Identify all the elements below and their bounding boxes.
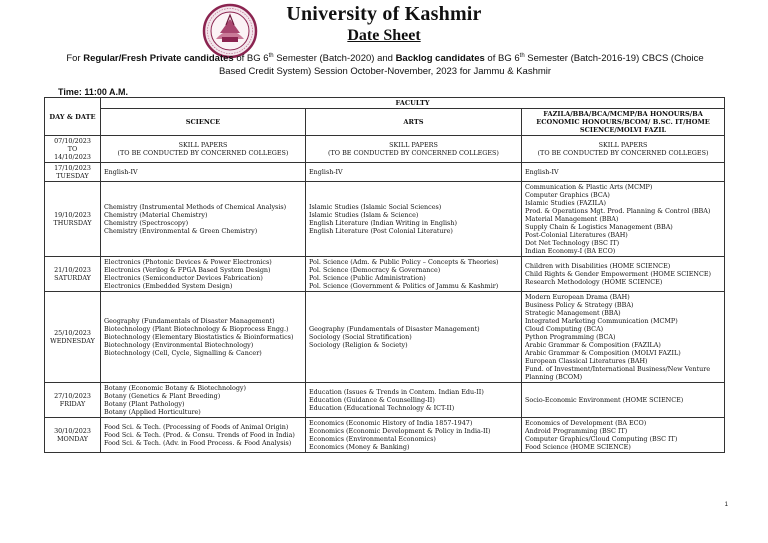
arts-cell <box>306 182 522 257</box>
cell-line: Prod. & Operations Mgt. Prod. Planning & Control (BBA) <box>525 207 711 215</box>
science-cell <box>101 257 306 292</box>
table-row <box>45 163 725 182</box>
cell-line: Biotechnology (Plant Biotechnology & Bioprocess Engg.) <box>104 325 289 333</box>
exam-description: For Regular/Fresh Private candidates of BG 6th Semester (Batch-2020) and Backlog candidates of BG 6th Semester (Batch-2016-19) CBCS (Choice Based Credit System) Session October-November, 2023 for Jammu & Kashmir <box>66 53 704 78</box>
day-date-header: DAY & DATE <box>45 98 101 136</box>
date-cell <box>45 257 101 292</box>
cell-line: Economics (Environmental Economics) <box>309 435 436 443</box>
cell-line: (TO BE CONDUCTED BY CONCERNED COLLEGES) <box>537 149 709 157</box>
arts-header: ARTS <box>306 109 522 136</box>
cell-line: European Classical Literatures (BAH) <box>525 357 648 365</box>
cell-line: Dot Net Technology (BSC IT) <box>525 239 620 247</box>
cell-line: Botany (Genetics & Plant Breeding) <box>104 392 221 400</box>
arts-cell <box>306 418 522 453</box>
cell-line: Biotechnology (Elementary Biostatistics & Bioinformatics) <box>104 333 294 341</box>
cell-line: Economics (Economic Development & Policy in India-II) <box>309 427 491 435</box>
cell-line: Education (Issues & Trends in Contem. Indian Edu-II) <box>309 388 484 396</box>
cell-line: Economics of Development (BA ECO) <box>525 419 647 427</box>
exam-time: Time: 11:00 A.M. <box>58 87 129 97</box>
cell-line: Integrated Marketing Communication (MCMP) <box>525 317 678 325</box>
science-cell <box>101 418 306 453</box>
cell-line: 25/10/2023 <box>54 329 91 337</box>
cell-line: Islamic Studies (FAZILA) <box>525 199 606 207</box>
cell-line: SKILL PAPERS <box>178 141 228 149</box>
date-cell <box>45 182 101 257</box>
science-cell <box>101 292 306 383</box>
date-sheet-title: Date Sheet <box>347 27 421 44</box>
cell-line: WEDNESDAY <box>50 337 95 345</box>
cell-line: Arabic Grammar & Composition (FAZILA) <box>525 341 661 349</box>
cell-line: MONDAY <box>56 435 89 443</box>
table-row <box>45 182 725 257</box>
arts-cell <box>306 163 522 182</box>
cell-line: Education (Educational Technology & ICT-II) <box>309 404 455 412</box>
cell-line: Chemistry (Instrumental Methods of Chemical Analysis) <box>104 203 287 211</box>
other-cell <box>522 383 725 418</box>
cell-line: Electronics (Embedded System Design) <box>104 282 233 290</box>
cell-line: Python Programming (BCA) <box>525 333 616 341</box>
cell-line: English Literature (Post Colonial Literature) <box>309 227 453 235</box>
science-header: SCIENCE <box>101 109 306 136</box>
science-cell <box>101 163 306 182</box>
science-cell <box>101 383 306 418</box>
other-cell <box>522 257 725 292</box>
cell-line: 17/10/2023 <box>54 164 91 172</box>
cell-line: Botany (Plant Pathology) <box>104 400 185 408</box>
cell-line: Computer Graphics/Cloud Computing (BSC IT) <box>525 435 678 443</box>
cell-line: Biotechnology (Cell, Cycle, Signalling & Cancer) <box>104 349 262 357</box>
cell-line: Biotechnology (Environmental Biotechnology) <box>104 341 254 349</box>
cell-line: Arabic Grammar & Composition (MOLVI FAZIL) <box>525 349 681 357</box>
cell-line: (TO BE CONDUCTED BY CONCERNED COLLEGES) <box>328 149 499 157</box>
cell-line: English-IV <box>104 168 138 176</box>
page-number: 1 <box>724 502 728 508</box>
table-row <box>45 418 725 453</box>
cell-line: Android Programming (BSC IT) <box>525 427 628 435</box>
cell-line: Food Science (HOME SCIENCE) <box>525 443 631 451</box>
cell-line: Post-Colonial Literatures (BAH) <box>525 231 628 239</box>
date-sheet-table <box>44 97 725 453</box>
other-courses-header: FAZILA/BBA/BCA/MCMP/BA HONOURS/BA ECONOMIC HONOURS/BCOM/ B.SC. IT/HOME SCIENCE/MOLVI FAZIL <box>522 109 725 136</box>
cell-line: Children with Disabilities (HOME SCIENCE) <box>525 262 671 270</box>
cell-line: Electronics (Verilog & FPGA Based System Design) <box>104 266 271 274</box>
arts-cell <box>306 136 522 163</box>
date-cell <box>45 292 101 383</box>
date-cell <box>45 136 101 163</box>
cell-line: TO <box>67 145 78 153</box>
cell-line: Electronics (Photonic Devices & Power Electronics) <box>104 258 272 266</box>
other-cell <box>522 292 725 383</box>
other-cell <box>522 182 725 257</box>
university-title: University of Kashmir <box>286 3 482 25</box>
cell-line: Food Sci. & Tech. (Prod. & Consu. Trends of Food in India) <box>104 431 295 439</box>
date-cell <box>45 163 101 182</box>
cell-line: Chemistry (Material Chemistry) <box>104 211 208 219</box>
cell-line: Business Policy & Strategy (BBA) <box>525 301 634 309</box>
cell-line: Islamic Studies (Islam & Science) <box>309 211 419 219</box>
cell-line: Pol. Science (Adm. & Public Policy – Concepts & Theories) <box>309 258 499 266</box>
cell-line: English-IV <box>309 168 343 176</box>
cell-line: 14/10/2023 <box>54 153 91 161</box>
cell-line: 07/10/2023 <box>54 137 91 145</box>
cell-line: Food Sci. & Tech. (Processing of Foods of Animal Origin) <box>104 423 289 431</box>
cell-line: Socio-Economic Environment (HOME SCIENCE) <box>525 396 684 404</box>
faculty-header: FACULTY <box>101 98 725 109</box>
cell-line: Economics (Economic History of India 1857-1947) <box>309 419 473 427</box>
cell-line: Sociology (Social Stratification) <box>309 333 412 341</box>
cell-line: Pol. Science (Democracy & Governance) <box>309 266 441 274</box>
arts-cell <box>306 383 522 418</box>
cell-line: Material Management (BBA) <box>525 215 619 223</box>
cell-line: Communication & Plastic Arts (MCMP) <box>525 183 653 191</box>
cell-line: Islamic Studies (Islamic Social Sciences) <box>309 203 442 211</box>
cell-line: English-IV <box>525 168 559 176</box>
other-cell <box>522 163 725 182</box>
cell-line: Strategic Management (BBA) <box>525 309 621 317</box>
other-cell <box>522 136 725 163</box>
cell-line: Cloud Computing (BCA) <box>525 325 604 333</box>
date-cell <box>45 418 101 453</box>
table-row <box>45 383 725 418</box>
date-cell <box>45 383 101 418</box>
cell-line: Botany (Economic Botany & Biotechnology) <box>104 384 247 392</box>
table-row <box>45 257 725 292</box>
cell-line: Education (Guidance & Counselling-II) <box>309 396 435 404</box>
cell-line: SATURDAY <box>54 274 91 282</box>
cell-line: Pol. Science (Government & Politics of Jammu & Kashmir) <box>309 282 499 290</box>
cell-line: Modern European Drama (BAH) <box>525 293 630 301</box>
cell-line: 30/10/2023 <box>54 427 91 435</box>
cell-line: Economics (Money & Banking) <box>309 443 410 451</box>
cell-line: Electronics (Semiconductor Devices Fabrication) <box>104 274 263 282</box>
cell-line: 21/10/2023 <box>54 266 91 274</box>
cell-line: 19/10/2023 <box>54 211 91 219</box>
cell-line: Geography (Fundamentals of Disaster Management) <box>309 325 480 333</box>
cell-line: THURSDAY <box>53 219 92 227</box>
cell-line: Computer Graphics (BCA) <box>525 191 610 199</box>
arts-cell <box>306 257 522 292</box>
table-row <box>45 292 725 383</box>
cell-line: Food Sci. & Tech. (Adv. in Food Process. & Food Analysis) <box>104 439 292 447</box>
cell-line: English Literature (Indian Writing in English) <box>309 219 457 227</box>
cell-line: Pol. Science (Public Administration) <box>309 274 426 282</box>
cell-line: Child Rights & Gender Empowerment (HOME SCIENCE) <box>525 270 712 278</box>
cell-line: Indian Economy-I (BA ECO) <box>525 247 616 255</box>
cell-line: Chemistry (Spectroscopy) <box>104 219 189 227</box>
cell-line: Research Methodology (HOME SCIENCE) <box>525 278 663 286</box>
cell-line: Sociology (Religion & Society) <box>309 341 408 349</box>
cell-line: 27/10/2023 <box>54 392 91 400</box>
cell-line: Botany (Applied Horticulture) <box>104 408 201 416</box>
other-cell <box>522 418 725 453</box>
cell-line: FRIDAY <box>59 400 86 408</box>
cell-line: SKILL PAPERS <box>598 141 648 149</box>
cell-line: Fund. of Investment/International Business/New Venture <box>525 365 711 373</box>
cell-line: (TO BE CONDUCTED BY CONCERNED COLLEGES) <box>117 149 289 157</box>
cell-line: Chemistry (Environmental & Green Chemistry) <box>104 227 258 235</box>
science-cell <box>101 182 306 257</box>
cell-line: Geography (Fundamentals of Disaster Management) <box>104 317 275 325</box>
table-row <box>45 136 725 163</box>
arts-cell <box>306 292 522 383</box>
science-cell <box>101 136 306 163</box>
cell-line: Supply Chain & Logistics Management (BBA) <box>525 223 673 231</box>
cell-line: TUESDAY <box>56 172 89 180</box>
cell-line: SKILL PAPERS <box>389 141 438 149</box>
cell-line: Planning (BCOM) <box>525 373 583 381</box>
